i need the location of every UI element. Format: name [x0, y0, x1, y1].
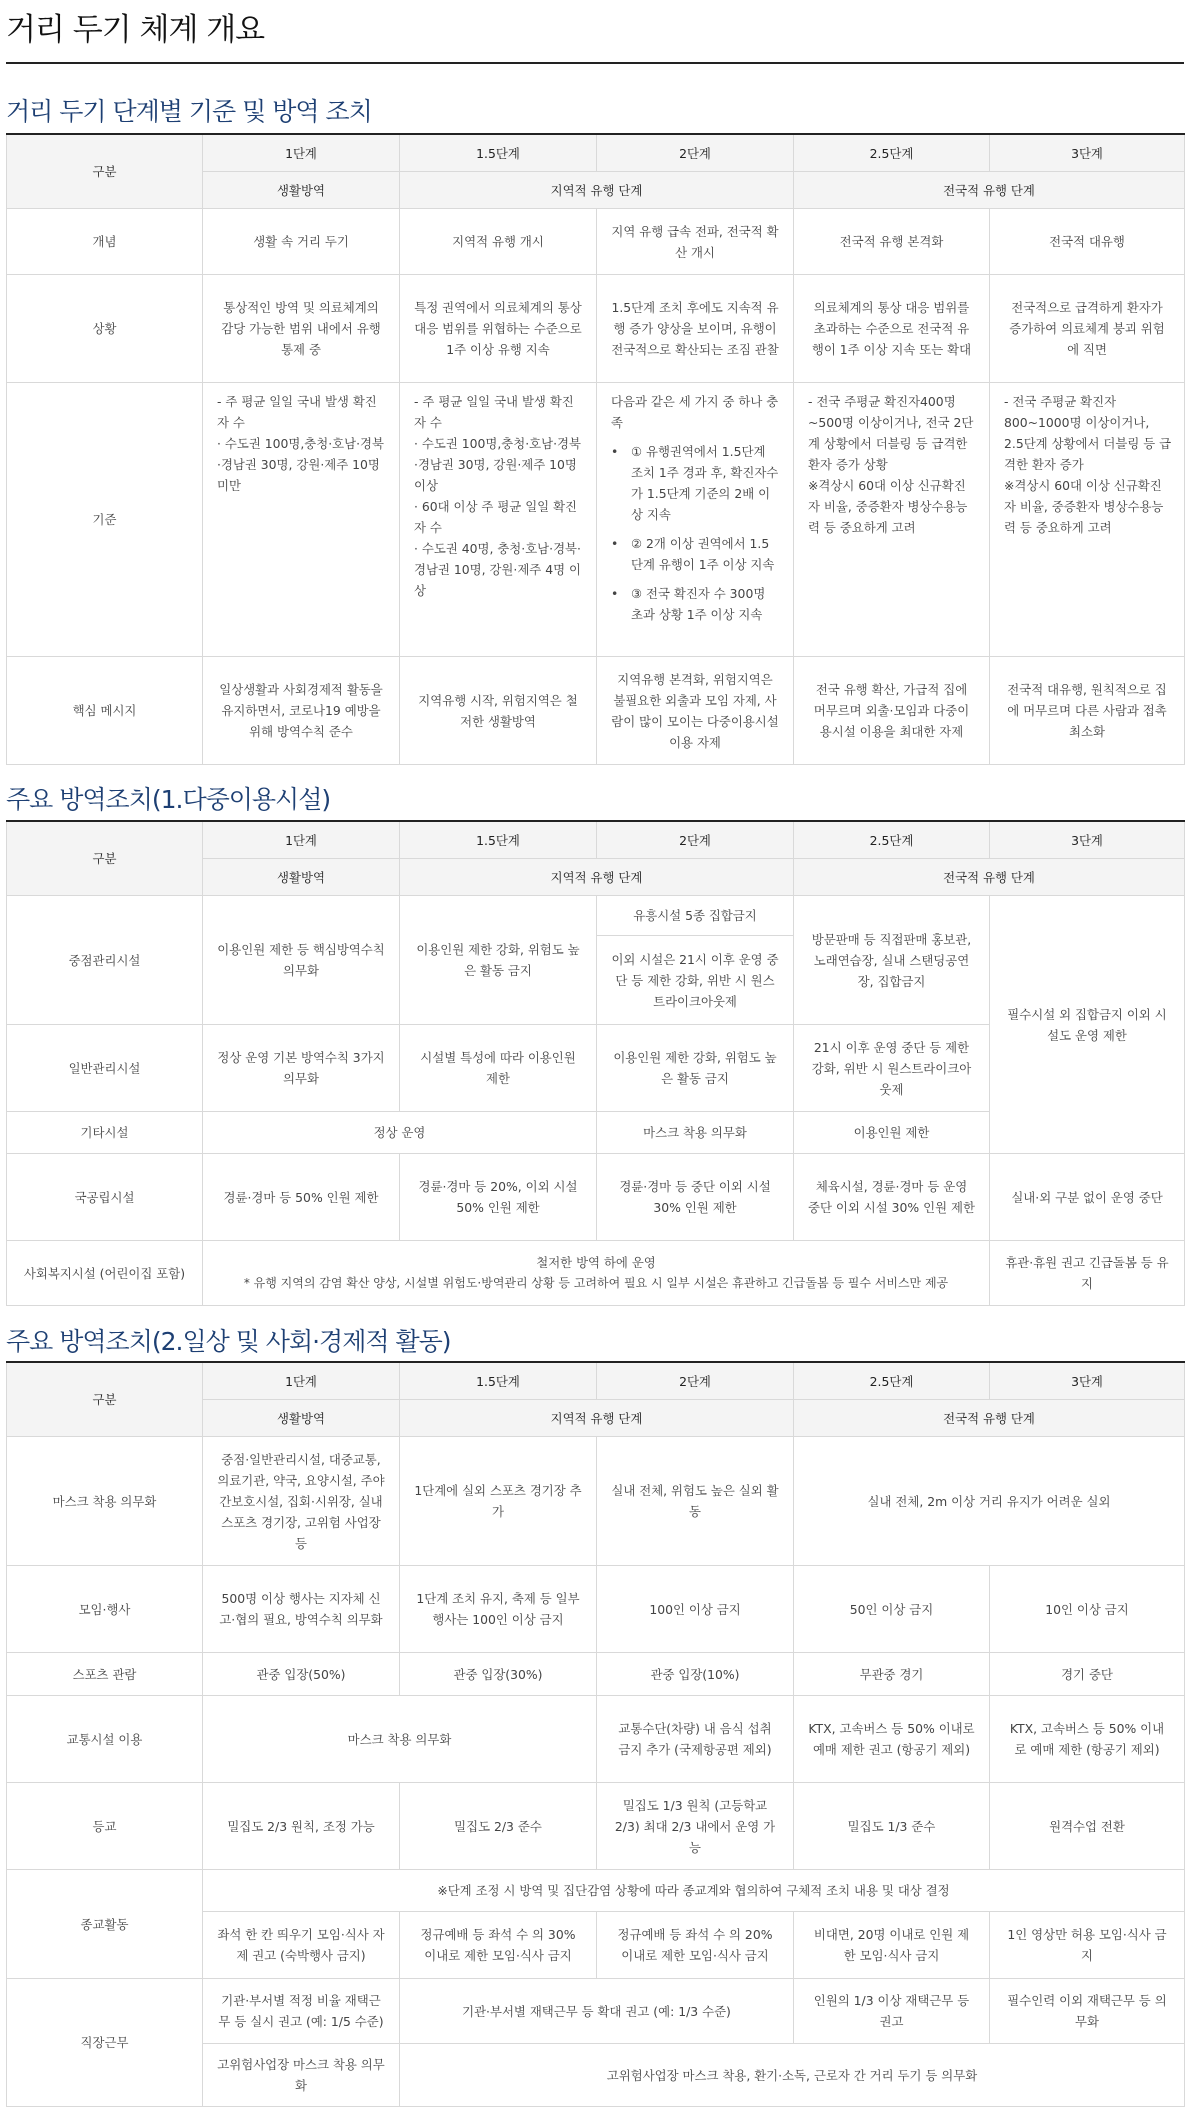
header-label: 구분	[7, 821, 203, 896]
table-row	[7, 1653, 1185, 1696]
stage-criteria-table	[6, 133, 1185, 765]
table-cell: 원격수업 전환	[990, 1783, 1185, 1870]
group-nationwide: 전국적 유행 단계	[794, 172, 1185, 209]
table-cell: 경륜·경마 등 50% 인원 제한	[203, 1154, 400, 1241]
row-label: 기준	[7, 383, 203, 657]
stage-1-header: 1단계	[203, 1362, 400, 1400]
table-row	[7, 1437, 1185, 1566]
row-label: 상황	[7, 275, 203, 383]
table-cell: 마스크 착용 의무화	[597, 1112, 794, 1154]
table-row	[7, 1870, 1185, 1912]
table-cell: 이용인원 제한 강화, 위험도 높은 활동 금지	[400, 896, 597, 1025]
table-cell: 체육시설, 경륜·경마 등 운영 중단 이외 시설 30% 인원 제한	[794, 1154, 990, 1241]
stage-2-header: 2단계	[597, 821, 794, 859]
table-cell: 이외 시설은 21시 이후 운영 중단 등 제한 강화, 위반 시 원스트라이크아웃제	[597, 936, 794, 1025]
table-row	[7, 1783, 1185, 1870]
table-cell: 경기 중단	[990, 1653, 1185, 1696]
header-label: 구분	[7, 134, 203, 209]
table-cell: 1인 영상만 허용 모임·식사 금지	[990, 1912, 1185, 1979]
criteria-item	[611, 533, 781, 575]
table-cell: 교통수단(차량) 내 음식 섭취 금지 추가 (국제항공편 제외)	[597, 1696, 794, 1783]
criteria-item-text: ③ 전국 확진자 수 300명 초과 상황 1주 이상 지속	[631, 586, 766, 622]
criteria-line: - 주 평균 일일 국내 발생 확진자 수	[414, 394, 574, 430]
table-cell: 기관·부서별 적정 비율 재택근무 등 실시 권고 (예: 1/5 수준)	[203, 1979, 400, 2044]
table-cell: 필수시설 외 집합금지 이외 시설도 운영 제한	[990, 896, 1185, 1154]
table-cell: 고위험사업장 마스크 착용, 환기·소독, 근로자 간 거리 두기 등 의무화	[400, 2044, 1185, 2107]
table-cell: 밀집도 1/3 원칙 (고등학교 2/3) 최대 2/3 내에서 운영 가능	[597, 1783, 794, 1870]
welfare-note: * 유행 지역의 감염 확산 양상, 시설별 위험도·방역관리 상황 등 고려하여 필요 시 일부 시설은 휴관하고 긴급돌봄 등 필수 서비스만 제공	[243, 1276, 949, 1290]
row-label: 직장근무	[7, 1979, 203, 2107]
stage-1-5-header: 1.5단계	[400, 134, 597, 172]
table-cell: 1단계에 실외 스포츠 경기장 추가	[400, 1437, 597, 1566]
group-daily-prevention: 생활방역	[203, 1400, 400, 1437]
group-daily-prevention: 생활방역	[203, 859, 400, 896]
bullet-icon: •	[611, 444, 619, 459]
group-regional: 지역적 유행 단계	[400, 1400, 794, 1437]
table-row	[7, 1241, 1185, 1306]
daily-activities-table	[6, 1361, 1185, 2107]
group-regional: 지역적 유행 단계	[400, 859, 794, 896]
table-cell: 유흥시설 5종 집합금지	[597, 896, 794, 936]
criteria-line: - 전국 주평균 확진자 800~1000명 이상이거나, 2.5단계 상황에서 더블링 등 급격한 환자 증가	[1004, 394, 1172, 472]
stage-2-header: 2단계	[597, 134, 794, 172]
table-row	[7, 383, 1185, 657]
table-cell: KTX, 고속버스 등 50% 이내로 예매 제한 (항공기 제외)	[990, 1696, 1185, 1783]
table-cell: 방문판매 등 직접판매 홍보관, 노래연습장, 실내 스탠딩공연장, 집합금지	[794, 896, 990, 1025]
criteria-stage-3	[990, 383, 1185, 657]
row-label: 마스크 착용 의무화	[7, 1437, 203, 1566]
stage-2-5-header: 2.5단계	[794, 1362, 990, 1400]
criteria-item-text: ② 2개 이상 권역에서 1.5단계 유행이 1주 이상 지속	[631, 536, 775, 572]
table-cell: 시설별 특성에 따라 이용인원 제한	[400, 1025, 597, 1112]
group-nationwide: 전국적 유행 단계	[794, 1400, 1185, 1437]
criteria-line: ※격상시 60대 이상 신규확진자 비율, 중증환자 병상수용능력 등 중요하게 고려	[1004, 478, 1164, 535]
table-cell: 전국적 대유행, 원칙적으로 집에 머무르며 다른 사람과 접촉 최소화	[990, 657, 1185, 765]
row-label: 중점관리시설	[7, 896, 203, 1025]
stage-header-row	[7, 134, 1185, 172]
section-title-stage-criteria: 거리 두기 단계별 기준 및 방역 조치	[6, 97, 372, 126]
welfare-line: 철저한 방역 하에 운영	[536, 1255, 656, 1270]
table-cell: 의료체계의 통상 대응 범위를 초과하는 수준으로 전국적 유행이 1주 이상 지속 또는 확대	[794, 275, 990, 383]
table-row	[7, 1979, 1185, 2044]
table-cell: 일상생활과 사회경제적 활동을 유지하면서, 코로나19 예방을 위해 방역수칙 준수	[203, 657, 400, 765]
table-cell: 10인 이상 금지	[990, 1566, 1185, 1653]
bullet-icon: •	[611, 586, 619, 601]
table-row	[7, 209, 1185, 275]
table-cell: 중점·일반관리시설, 대중교통, 의료기관, 약국, 요양시설, 주야간보호시설, 집회·시위장, 실내 스포츠 경기장, 고위험 사업장 등	[203, 1437, 400, 1566]
row-label: 국공립시설	[7, 1154, 203, 1241]
table-cell: 좌석 한 칸 띄우기 모임·식사 자제 권고 (숙박행사 금지)	[203, 1912, 400, 1979]
row-label: 모임·행사	[7, 1566, 203, 1653]
table-cell: 이용인원 제한 등 핵심방역수칙 의무화	[203, 896, 400, 1025]
table-cell: 1.5단계 조치 후에도 지속적 유행 증가 양상을 보이며, 유행이 전국적으로 확산되는 조짐 관찰	[597, 275, 794, 383]
criteria-line: - 전국 주평균 확진자400명~500명 이상이거나, 전국 2단계 상황에서 더블링 등 급격한 환자 증가 상황	[808, 394, 974, 472]
table-cell: 전국적으로 급격하게 환자가 증가하여 의료체계 붕괴 위험에 직면	[990, 275, 1185, 383]
criteria-stage-1-5	[400, 383, 597, 657]
stage-header-row	[7, 1362, 1185, 1400]
stage-3-header: 3단계	[990, 1362, 1185, 1400]
table-cell: 비대면, 20명 이내로 인원 제한 모임·식사 금지	[794, 1912, 990, 1979]
stage-1-header: 1단계	[203, 821, 400, 859]
criteria-line: ※격상시 60대 이상 신규확진자 비율, 중증환자 병상수용능력 등 중요하게 고려	[808, 478, 968, 535]
stage-1-5-header: 1.5단계	[400, 821, 597, 859]
table-row	[7, 1154, 1185, 1241]
table-cell: 무관중 경기	[794, 1653, 990, 1696]
table-cell: 지역유행 본격화, 위험지역은 불필요한 외출과 모임 자제, 사람이 많이 모이는 다중이용시설 이용 자제	[597, 657, 794, 765]
table-cell: 관중 입장(10%)	[597, 1653, 794, 1696]
row-label: 교통시설 이용	[7, 1696, 203, 1783]
table-row	[7, 275, 1185, 383]
table-cell: 100인 이상 금지	[597, 1566, 794, 1653]
stage-header-row	[7, 821, 1185, 859]
stage-2-header: 2단계	[597, 1362, 794, 1400]
table-cell: 고위험사업장 마스크 착용 의무화	[203, 2044, 400, 2107]
religion-note: ※단계 조정 시 방역 및 집단감염 상황에 따라 종교계와 협의하여 구체적 조치 내용 및 대상 결정	[203, 1870, 1185, 1912]
row-label: 종교활동	[7, 1870, 203, 1979]
criteria-line: · 수도권 100명,충청·호남·경북·경남권 30명, 강원·제주 10명 미만	[217, 436, 384, 493]
table-cell: 1단계 조치 유지, 축제 등 일부 행사는 100인 이상 금지	[400, 1566, 597, 1653]
section-title-daily-activities: 주요 방역조치(2.일상 및 사회·경제적 활동)	[6, 1327, 451, 1356]
criteria-stage-1	[203, 383, 400, 657]
group-daily-prevention: 생활방역	[203, 172, 400, 209]
table-cell: 21시 이후 운영 중단 등 제한 강화, 위반 시 원스트라이크아웃제	[794, 1025, 990, 1112]
table-cell: 500명 이상 행사는 지자체 신고·협의 필요, 방역수칙 의무화	[203, 1566, 400, 1653]
stage-1-5-header: 1.5단계	[400, 1362, 597, 1400]
criteria-item	[611, 441, 781, 525]
table-cell: 실내 전체, 위험도 높은 실외 활동	[597, 1437, 794, 1566]
table-cell: 밀집도 1/3 준수	[794, 1783, 990, 1870]
criteria-stage-2-5	[794, 383, 990, 657]
table-cell: 관중 입장(50%)	[203, 1653, 400, 1696]
stage-2-5-header: 2.5단계	[794, 134, 990, 172]
criteria-item	[611, 583, 781, 625]
table-cell: 기관·부서별 재택근무 등 확대 권고 (예: 1/3 수준)	[400, 1979, 794, 2044]
table-cell: 실내·외 구분 없이 운영 중단	[990, 1154, 1185, 1241]
row-label: 스포츠 관람	[7, 1653, 203, 1696]
row-label: 일반관리시설	[7, 1025, 203, 1112]
header-label: 구분	[7, 1362, 203, 1437]
table-row	[7, 1696, 1185, 1783]
table-cell: 정규예배 등 좌석 수 의 20% 이내로 제한 모임·식사 금지	[597, 1912, 794, 1979]
table-cell: 전국적 유행 본격화	[794, 209, 990, 275]
row-label: 사회복지시설 (어린이집 포함)	[7, 1241, 203, 1306]
table-cell: KTX, 고속버스 등 50% 이내로 예매 제한 권고 (항공기 제외)	[794, 1696, 990, 1783]
table-cell: 전국적 대유행	[990, 209, 1185, 275]
criteria-stage-2	[597, 383, 794, 657]
table-cell: 인원의 1/3 이상 재택근무 등 권고	[794, 1979, 990, 2044]
table-cell: 50인 이상 금지	[794, 1566, 990, 1653]
table-cell: 정상 운영	[203, 1112, 597, 1154]
table-cell: 실내 전체, 2m 이상 거리 유지가 어려운 실외	[794, 1437, 1185, 1566]
table-cell: 지역유행 시작, 위험지역은 철저한 생활방역	[400, 657, 597, 765]
table-cell: 전국 유행 확산, 가급적 집에 머무르며 외출·모임과 다중이용시설 이용을 최대한 자제	[794, 657, 990, 765]
stage-1-header: 1단계	[203, 134, 400, 172]
table-cell: 정상 운영 기본 방역수칙 3가지 의무화	[203, 1025, 400, 1112]
table-cell: 경륜·경마 등 중단 이외 시설 30% 인원 제한	[597, 1154, 794, 1241]
facilities-table	[6, 820, 1185, 1306]
welfare-operation-cell	[203, 1241, 990, 1306]
criteria-line: · 수도권 100명,충청·호남·경북·경남권 30명, 강원·제주 10명 이상	[414, 436, 581, 493]
table-cell: 관중 입장(30%)	[400, 1653, 597, 1696]
table-cell: 특정 권역에서 의료체계의 통상 대응 범위를 위협하는 수준으로 1주 이상 유행 지속	[400, 275, 597, 383]
table-cell: 정규예배 등 좌석 수 의 30% 이내로 제한 모임·식사 금지	[400, 1912, 597, 1979]
table-cell: 생활 속 거리 두기	[203, 209, 400, 275]
stage-3-header: 3단계	[990, 821, 1185, 859]
section-title-facilities: 주요 방역조치(1.다중이용시설)	[6, 785, 331, 814]
table-cell: 밀집도 2/3 원칙, 조정 가능	[203, 1783, 400, 1870]
row-label: 개념	[7, 209, 203, 275]
criteria-line: · 60대 이상 주 평균 일일 확진자 수	[414, 499, 578, 535]
row-label: 핵심 메시지	[7, 657, 203, 765]
bullet-icon: •	[611, 536, 619, 551]
title-divider	[6, 62, 1184, 64]
criteria-line: - 주 평균 일일 국내 발생 확진자 수	[217, 394, 377, 430]
table-cell: 휴관·휴원 권고 긴급돌봄 등 유지	[990, 1241, 1185, 1306]
table-cell: 통상적인 방역 및 의료체계의 감당 가능한 범위 내에서 유행 통제 중	[203, 275, 400, 383]
table-cell: 마스크 착용 의무화	[203, 1696, 597, 1783]
table-cell: 지역 유행 급속 전파, 전국적 확산 개시	[597, 209, 794, 275]
stage-3-header: 3단계	[990, 134, 1185, 172]
table-cell: 이용인원 제한 강화, 위험도 높은 활동 금지	[597, 1025, 794, 1112]
table-cell: 경륜·경마 등 20%, 이외 시설 50% 인원 제한	[400, 1154, 597, 1241]
table-cell: 필수인력 이외 재택근무 등 의무화	[990, 1979, 1185, 2044]
row-label: 등교	[7, 1783, 203, 1870]
criteria-line: · 수도권 40명, 충청·호남·경북·경남권 10명, 강원·제주 4명 이상	[414, 541, 581, 598]
page-title: 거리 두기 체계 개요	[6, 12, 265, 48]
table-row	[7, 657, 1185, 765]
criteria-intro: 다음과 같은 세 가지 중 하나 충족	[611, 394, 779, 430]
group-regional: 지역적 유행 단계	[400, 172, 794, 209]
group-nationwide: 전국적 유행 단계	[794, 859, 1185, 896]
table-cell: 지역적 유행 개시	[400, 209, 597, 275]
row-label: 기타시설	[7, 1112, 203, 1154]
table-row	[7, 896, 1185, 936]
stage-2-5-header: 2.5단계	[794, 821, 990, 859]
criteria-item-text: ① 유행권역에서 1.5단계 조치 1주 경과 후, 확진자수가 1.5단계 기준의 2배 이상 지속	[631, 444, 779, 522]
table-cell: 밀집도 2/3 준수	[400, 1783, 597, 1870]
table-row	[7, 1566, 1185, 1653]
table-cell: 이용인원 제한	[794, 1112, 990, 1154]
